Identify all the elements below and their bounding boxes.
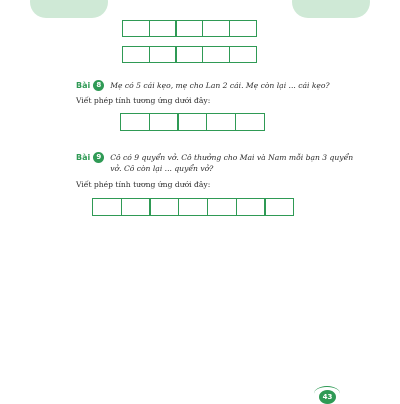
answer-cell[interactable]: [149, 20, 177, 37]
exercise-8-heading: [76, 80, 330, 91]
exercise-9-question: [110, 152, 353, 174]
answer-box-row-top-2: [122, 46, 257, 63]
answer-cell[interactable]: [175, 46, 203, 63]
exercise-label: Bài: [76, 81, 91, 90]
answer-cell[interactable]: [202, 20, 230, 37]
answer-cell[interactable]: [177, 113, 207, 131]
exercise-8-question: Mẹ có 5 cái kẹo, mẹ cho Lan 2 cái. Mẹ còn lại ... cái kẹo?: [110, 81, 330, 90]
answer-cell[interactable]: [121, 198, 151, 216]
answer-cell[interactable]: [175, 20, 203, 37]
exercise-9-question-line-1: Cô có 9 quyển vở. Cô thưởng cho Mai và Nam mỗi bạn 3 quyển: [110, 153, 354, 162]
answer-cell[interactable]: [229, 46, 257, 63]
answer-cell[interactable]: [236, 198, 266, 216]
exercise-8-answer-boxes: [120, 113, 265, 131]
answer-cell[interactable]: [92, 198, 122, 216]
answer-cell[interactable]: [149, 198, 179, 216]
answer-cell[interactable]: [178, 198, 208, 216]
exercise-number-badge: 9: [93, 152, 104, 163]
answer-cell[interactable]: [149, 113, 179, 131]
answer-cell[interactable]: [149, 46, 177, 63]
answer-cell[interactable]: [207, 198, 237, 216]
answer-box-row-top-1: [122, 20, 257, 37]
exercise-9-heading: [76, 152, 353, 174]
answer-cell[interactable]: [122, 46, 150, 63]
answer-cell[interactable]: [229, 20, 257, 37]
decorative-cloud-right: [292, 0, 370, 18]
exercise-label: Bài: [76, 153, 91, 162]
page-number: 43: [319, 390, 336, 404]
answer-cell[interactable]: [264, 198, 294, 216]
exercise-9-answer-boxes: [92, 198, 294, 216]
answer-cell[interactable]: [120, 113, 150, 131]
exercise-8-instruction: Viết phép tính tương ứng dưới đây:: [76, 96, 211, 105]
exercise-number-badge: 8: [93, 80, 104, 91]
exercise-9-question-line-2: vở. Cô còn lại ... quyển vở?: [110, 164, 214, 173]
answer-cell[interactable]: [122, 20, 150, 37]
decorative-cloud-left: [30, 0, 108, 18]
answer-cell[interactable]: [206, 113, 236, 131]
answer-cell[interactable]: [202, 46, 230, 63]
answer-cell[interactable]: [235, 113, 265, 131]
exercise-9-instruction: Viết phép tính tương ứng dưới đây:: [76, 180, 211, 189]
